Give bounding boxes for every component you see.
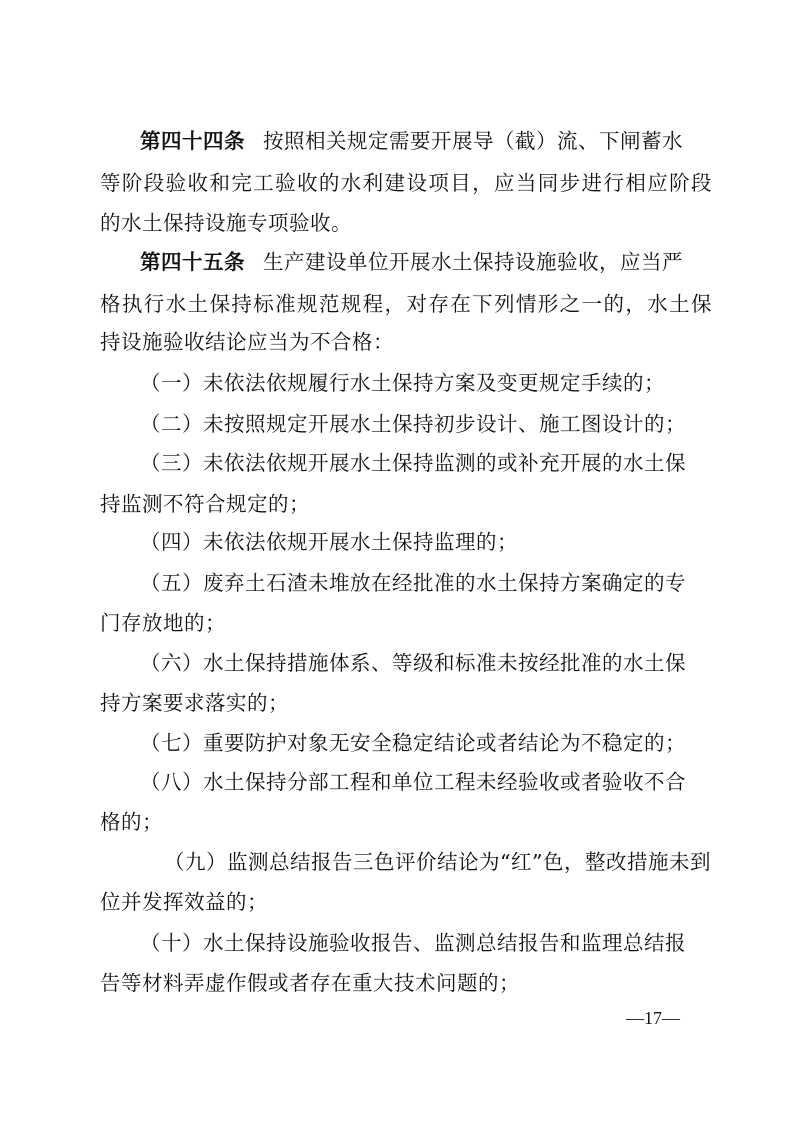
article-44-text: 按照相关规定需要开展导（截）流、下闸蓄水 [263, 129, 683, 153]
article-44-line-2: 等阶段验收和完工验收的水利建设项目，应当同步进行相应阶段 [100, 171, 712, 195]
list-item-7: （七）重要防护对象无安全稳定结论或者结论为不稳定的； [140, 731, 686, 755]
list-item-9-line-1: （九）监测总结报告三色评价结论为“红”色，整改措施未到 [164, 850, 711, 874]
article-45-number: 第四十五条 [140, 250, 245, 274]
list-item-1: （一）未依法依规履行水土保持方案及变更规定手续的； [140, 371, 665, 395]
list-item-2: （二）未按照规定开展水土保持初步设计、施工图设计的； [140, 412, 686, 436]
list-item-4: （四）未依法依规开展水土保持监理的； [140, 530, 518, 554]
article-44-line-3: 的水土保持设施专项验收。 [100, 211, 352, 235]
article-45-text: 生产建设单位开展水土保持设施验收，应当严 [263, 250, 683, 274]
page-number: —17— [626, 1008, 680, 1028]
list-item-8-line-2: 格的； [100, 810, 163, 834]
list-item-5-line-2: 门存放地的； [100, 611, 226, 635]
list-item-5-line-1: （五）废弃土石渣未堆放在经批准的水土保持方案确定的专 [140, 571, 686, 595]
article-44-line-1 [140, 127, 760, 155]
list-item-6-line-2: 持方案要求落实的； [100, 691, 289, 715]
article-44-number: 第四十四条 [140, 129, 245, 153]
list-item-3-line-2: 持监测不符合规定的； [100, 492, 310, 516]
list-item-6-line-1: （六）水土保持措施体系、等级和标准未按经批准的水土保 [140, 651, 686, 675]
list-item-10-line-1: （十）水土保持设施验收报告、监测总结报告和监理总结报 [140, 931, 686, 955]
article-45-line-2: 格执行水土保持标准规范规程，对存在下列情形之一的，水土保 [100, 292, 712, 316]
list-item-9-line-2: 位并发挥效益的； [100, 890, 268, 914]
list-item-10-line-2: 告等材料弄虚作假或者存在重大技术问题的； [100, 971, 520, 995]
article-45-line-3: 持设施验收结论应当为不合格： [100, 330, 394, 354]
list-item-3-line-1: （三）未依法依规开展水土保持监测的或补充开展的水土保 [140, 451, 686, 475]
list-item-8-line-1: （八）水土保持分部工程和单位工程未经验收或者验收不合 [140, 770, 686, 794]
article-45-line-1 [140, 248, 760, 276]
